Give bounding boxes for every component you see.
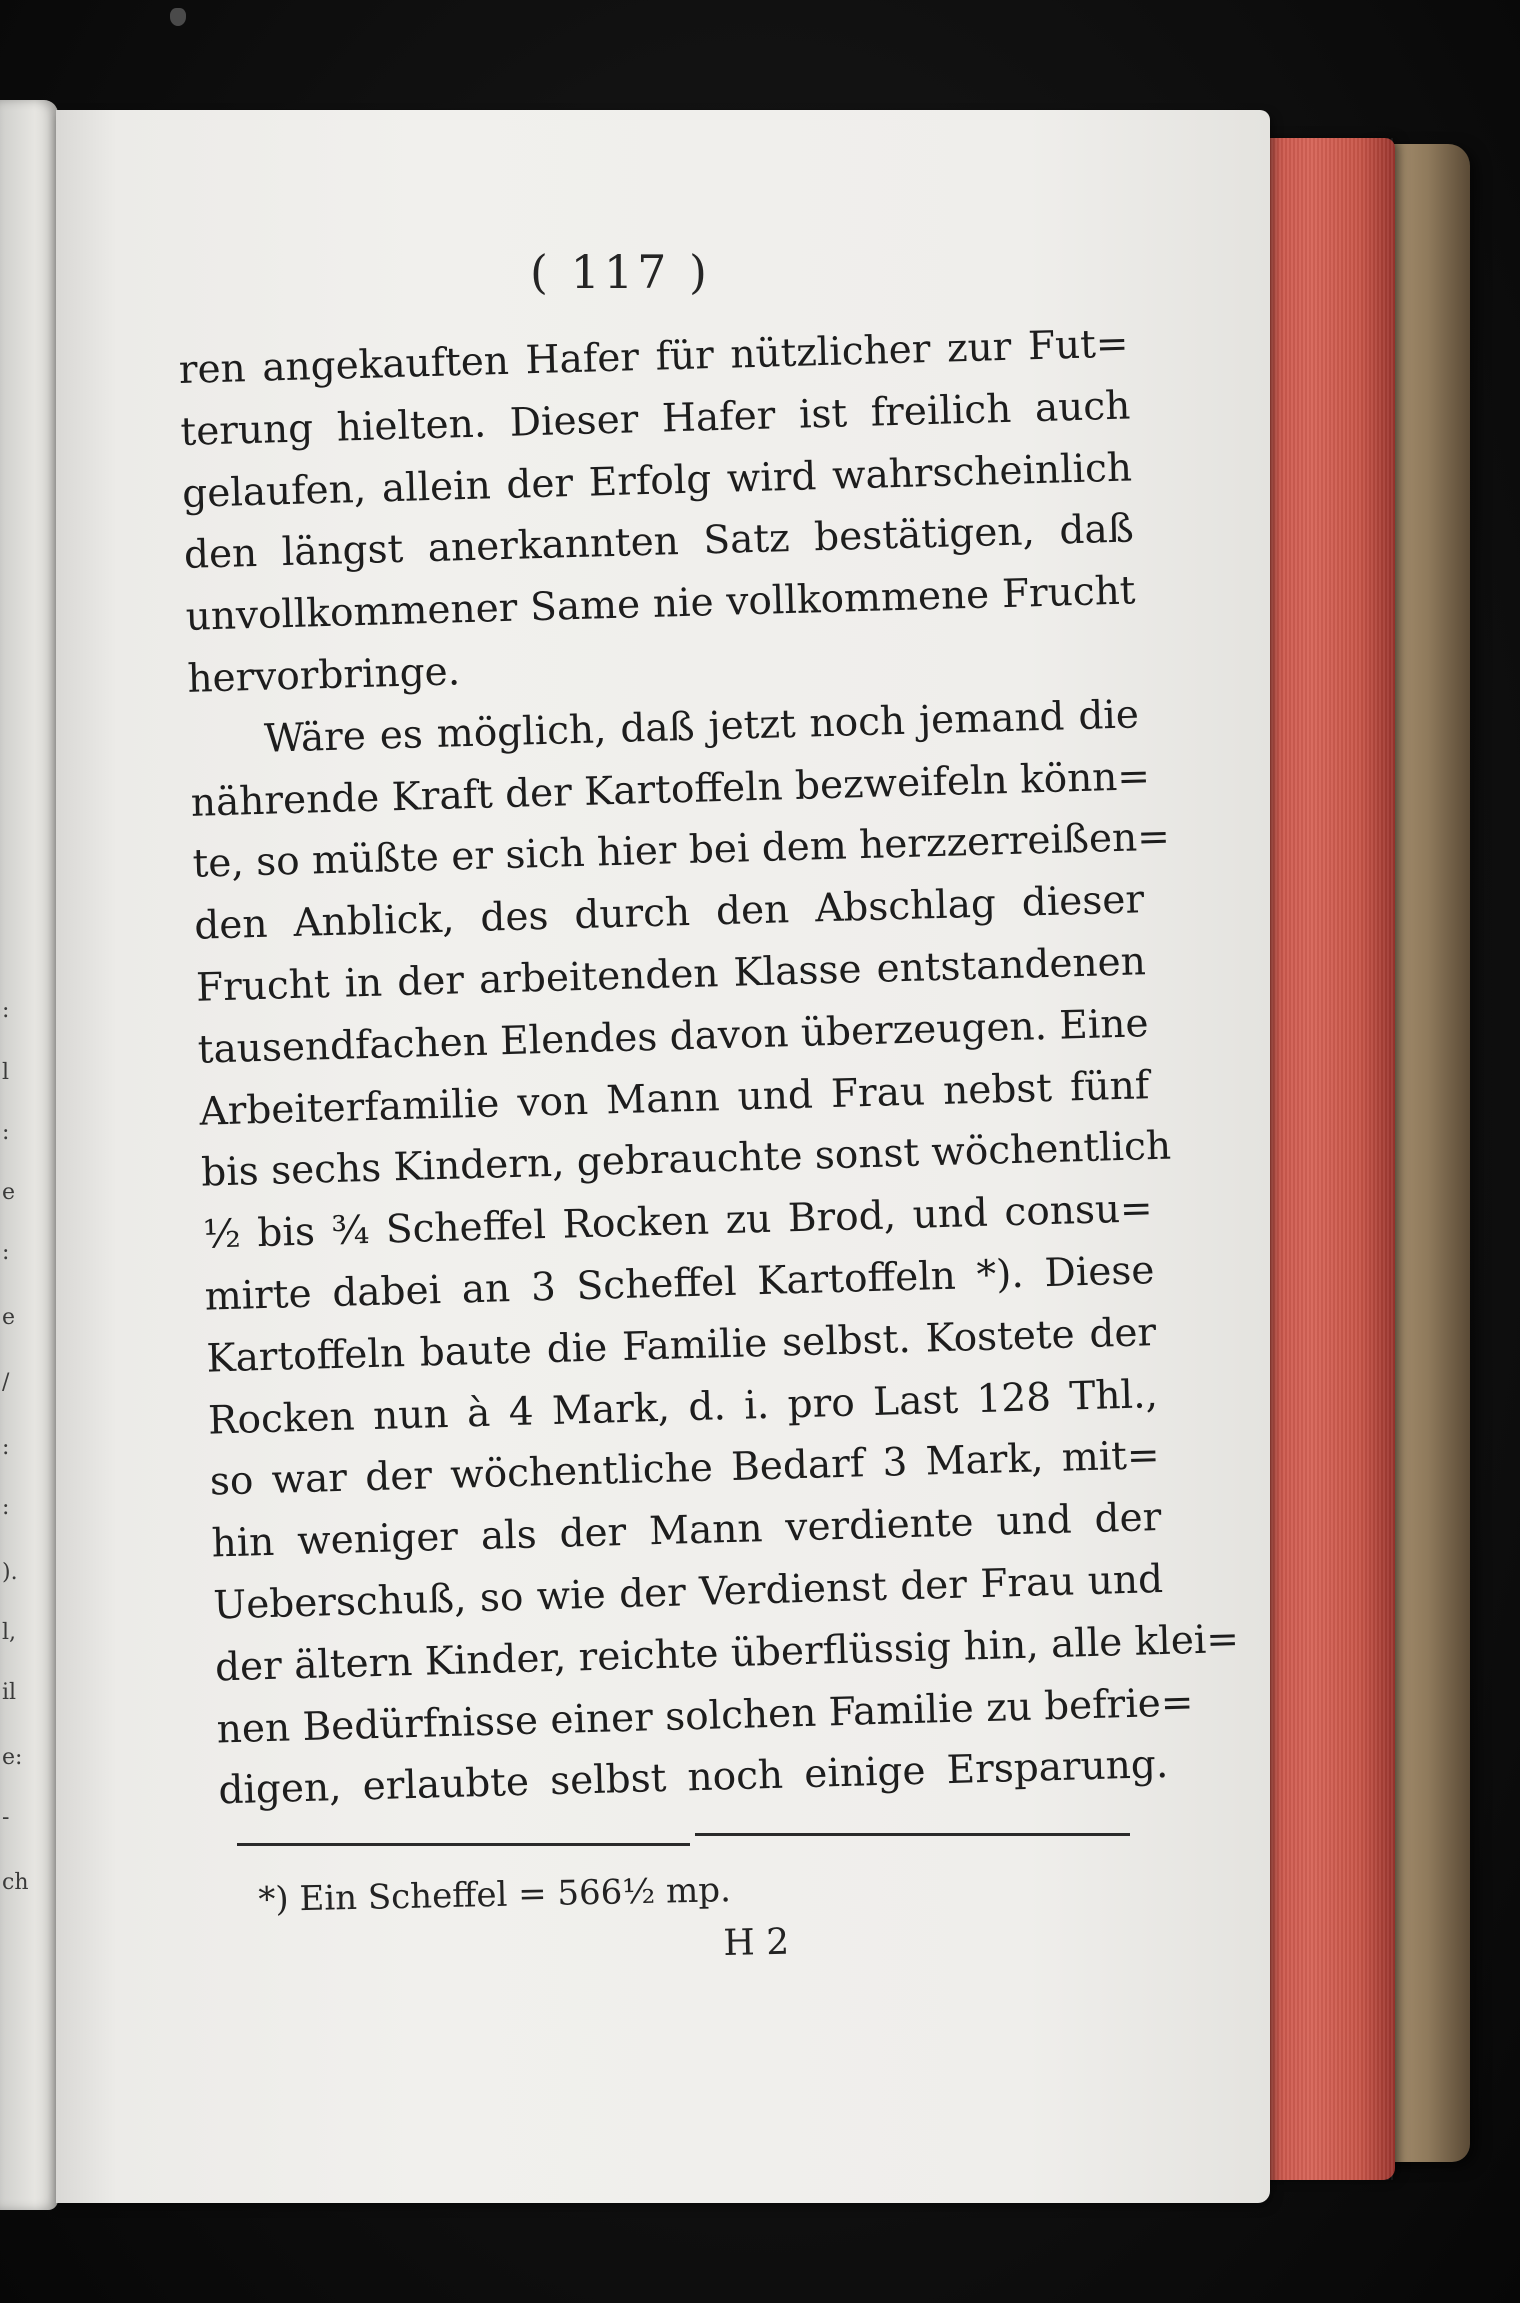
text-line: tausendfachen Elendes davon überzeugen. Eine [197,1000,1150,1073]
text-line: nährende Kraft der Kartoffeln bezweifeln könn= [190,753,1151,826]
text-line: gelaufen, allein der Erfolg wird wahrscheinlich [181,445,1133,517]
margin-fragment: : [2,1120,10,1145]
signature-mark: H 2 [723,1921,790,1964]
text-line: Kartoffeln baute die Familie selbst. Kostete der [205,1309,1157,1382]
margin-fragment: : [2,1495,10,1520]
text-line: der ältern Kinder, reichte überflüssig hin, alle klei= [214,1616,1240,1691]
text-line: hervorbringe. [186,649,461,702]
margin-fragment: e: [2,1745,23,1770]
text-line: so war der wöchentliche Bedarf 3 Mark, mit= [209,1433,1161,1505]
text-line: Ueberschuß, so wie der Verdienst der Frau und [212,1556,1164,1629]
page-number-header: ( 117 ) [530,245,711,299]
text-line: bis sechs Kindern, gebrauchte sonst wöchentlich [200,1123,1172,1197]
margin-fragment: ch [2,1870,29,1895]
margin-fragment: e [2,1180,16,1205]
text-line: ½ bis ¾ Scheffel Rocken zu Brod, und consu= [202,1186,1154,1258]
margin-fragment: / [2,1370,10,1395]
text-line: Rocken nun à 4 Mark, d. i. pro Last 128 Thl., [207,1371,1159,1444]
text-line: Frucht in der arbeitenden Klasse entstandenen [195,939,1147,1011]
text-line: ren angekauften Hafer für nützlicher zur Fut= [178,321,1130,393]
red-page-edges [1255,138,1395,2180]
text-line: Arbeiterfamilie von Mann und Frau nebst fünf [198,1062,1150,1135]
text-line: te, so müßte er sich hier bei dem herzzerreißen= [192,814,1171,888]
margin-fragment: ). [2,1560,18,1585]
footnote: *) Ein Scheffel = 566½ mp. [258,1870,732,1920]
margin-fragment: - [2,1805,10,1830]
margin-fragment: il [2,1680,17,1705]
text-line: unvollkommener Same nie vollkommene Frucht [185,568,1137,641]
bookmark-corner [170,8,186,26]
body-text [178,313,1240,1822]
text-line: terung hielten. Dieser Hafer ist freilich auch [179,383,1131,455]
margin-fragment: e [2,1305,16,1330]
text-line: nen Bedürfnisse einer solchen Familie zu befrie= [216,1679,1195,1752]
margin-fragment: l [2,1060,10,1085]
text-line: hin weniger als der Mann verdiente und der [211,1495,1162,1567]
footnote-rule [695,1833,1130,1836]
margin-fragment: : [2,1435,10,1460]
margin-fragment: l, [2,1620,17,1645]
previous-page-edge [0,100,58,2210]
text-line: Wäre es möglich, daß jetzt noch jemand die [263,692,1140,762]
margin-fragment: : [2,998,10,1023]
text-line: digen, erlaubte selbst noch einige Ersparung. [217,1742,1169,1814]
text-line: den längst anerkannten Satz bestätigen, daß [183,506,1135,579]
text-line: mirte dabei an 3 Scheffel Kartoffeln *). Diese [204,1248,1155,1320]
text-line: den Anblick, des durch den Abschlag dieser [193,877,1145,949]
footnote-rule [237,1843,690,1846]
margin-fragment: : [2,1240,10,1265]
